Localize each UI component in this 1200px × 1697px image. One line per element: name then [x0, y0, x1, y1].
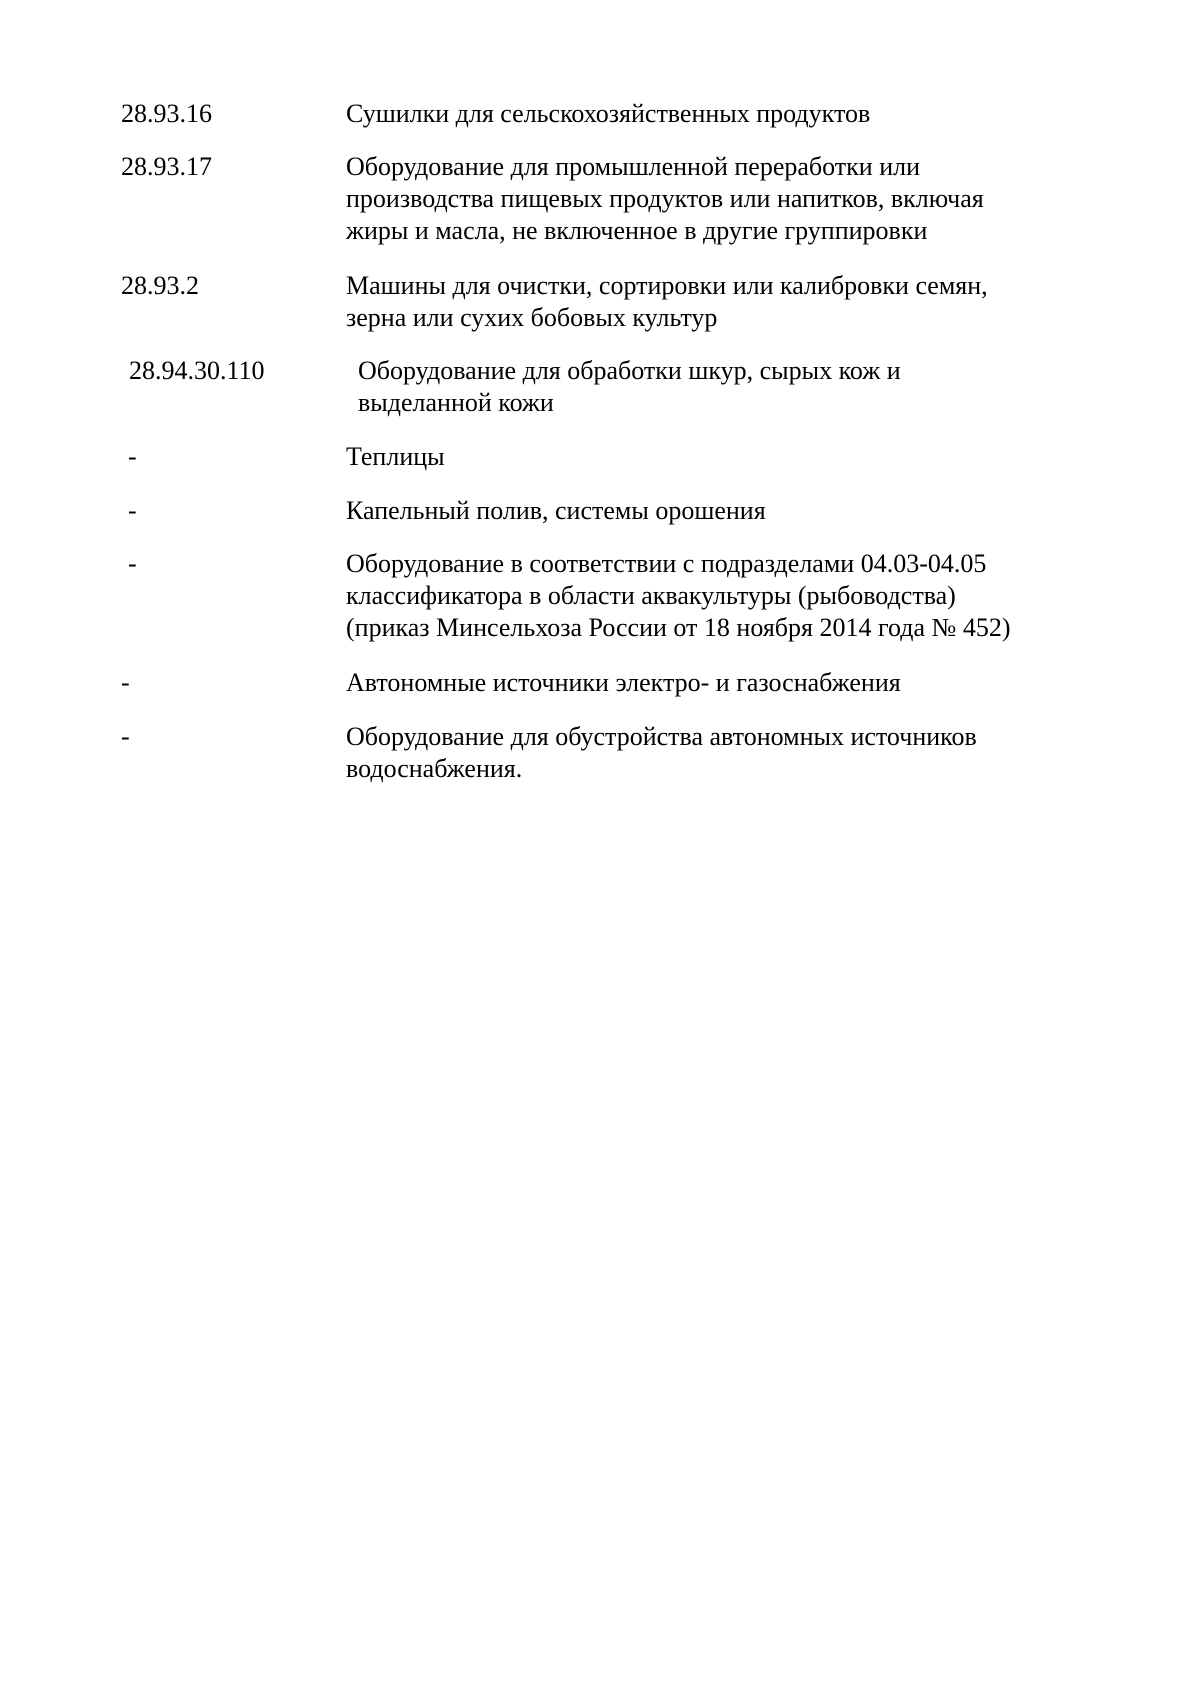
item-description-line: жиры и масла, не включенное в другие группировки [346, 216, 928, 245]
item-description-line: Оборудование в соответствии с подразделами 04.03-04.05 [346, 549, 987, 578]
item-description-line: Теплицы [346, 442, 445, 471]
item-code: 28.93.17 [121, 152, 212, 181]
item-code: - [121, 668, 130, 697]
item-description-line: классификатора в области аквакультуры (рыбоводства) [346, 581, 956, 610]
item-code: 28.93.16 [121, 99, 212, 128]
item-code: - [121, 722, 130, 751]
item-code: - [128, 442, 137, 471]
item-description-line: зерна или сухих бобовых культур [346, 303, 718, 332]
item-description [346, 548, 1106, 644]
item-description-line: Оборудование для обустройства автономных источников [346, 722, 977, 751]
item-description [346, 667, 1106, 699]
item-description [346, 721, 1106, 785]
item-description-line: водоснабжения. [346, 754, 523, 783]
item-description [346, 151, 1106, 247]
item-description-line: (приказ Минсельхоза России от 18 ноября 2014 года № 452) [346, 613, 1011, 642]
item-code: 28.94.30.110 [129, 356, 265, 385]
item-code: 28.93.2 [121, 271, 199, 300]
item-description [346, 495, 1106, 527]
item-description-line: Машины для очистки, сортировки или калибровки семян, [346, 271, 988, 300]
item-description-line: Капельный полив, системы орошения [346, 496, 766, 525]
item-description-line: выделанной кожи [358, 388, 554, 417]
item-description [346, 441, 1106, 473]
item-code: - [128, 496, 137, 525]
item-description-line: производства пищевых продуктов или напитков, включая [346, 184, 984, 213]
item-description-line: Оборудование для обработки шкур, сырых кож и [358, 356, 901, 385]
item-code: - [128, 549, 137, 578]
item-description [346, 98, 1106, 130]
item-description-line: Автономные источники электро- и газоснабжения [346, 668, 901, 697]
item-description [346, 270, 1106, 334]
item-description-line: Сушилки для сельскохозяйственных продуктов [346, 99, 871, 128]
item-description [358, 355, 1118, 419]
item-description-line: Оборудование для промышленной переработки или [346, 152, 921, 181]
